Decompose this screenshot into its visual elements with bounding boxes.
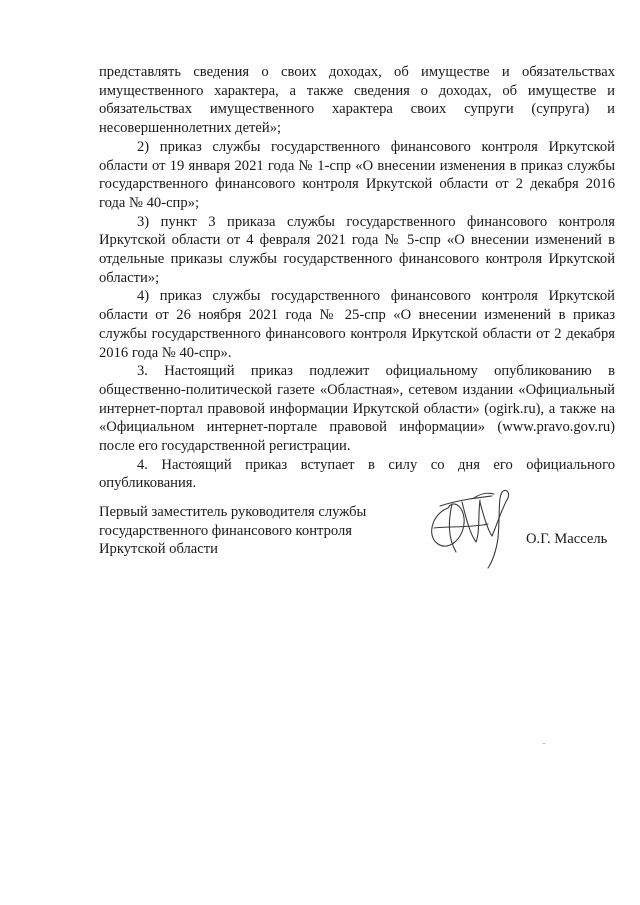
paragraph-clause-4: 4. Настоящий приказ вступает в силу со дня его официального опубликования. [99,456,615,492]
signatory-position-line: государственного финансового контроля [99,522,352,539]
signatory-position [99,503,399,559]
scan-speck [543,743,545,744]
document-body [99,63,615,493]
paragraph-continuation: представлять сведения о своих доходах, об имуществе и обязательствах имущественного характера, а также сведения о доходах, об имуществе и обязательствах имущественного характера своих супруги (супруга) и несовершеннолетних детей»; [99,64,615,137]
handwritten-signature [418,478,528,573]
paragraph-item-4: 4) приказ службы государственного финансового контроля Иркутской области от 26 ноября 2021 года № 25-спр «О внесении изменений в приказ службы государственного финансового контроля Иркутской области от 2 декабря 2016 года № 40-спр». [99,288,615,361]
paragraph-clause-3: 3. Настоящий приказ подлежит официальному опубликованию в общественно-политической газете «Областная», сетевом издании «Официальный интернет-портал правовой информации Иркутской области» (ogirk.ru), а также на «Официальном интернет-портале правовой информации» (www.pravo.gov.ru) после его государственной регистрации. [99,363,615,455]
signatory-position-line: Иркутской области [99,541,218,557]
signatory-name: О.Г. Массель [526,531,608,547]
paragraph-item-3: 3) пункт 3 приказа службы государственного финансового контроля Иркутской области от 4 февраля 2021 года № 5-спр «О внесении изменений в отдельные приказы службы государственного финансового контроля Иркутской области»; [99,213,615,286]
signatory-position-line: Первый заместитель руководителя службы [99,504,367,520]
paragraph-item-2: 2) приказ службы государственного финансового контроля Иркутской области от 19 января 2021 года № 1-спр «О внесении изменения в приказ службы государственного финансового контроля Иркутской области от 2 декабря 2016 года № 40-спр»; [99,138,615,211]
